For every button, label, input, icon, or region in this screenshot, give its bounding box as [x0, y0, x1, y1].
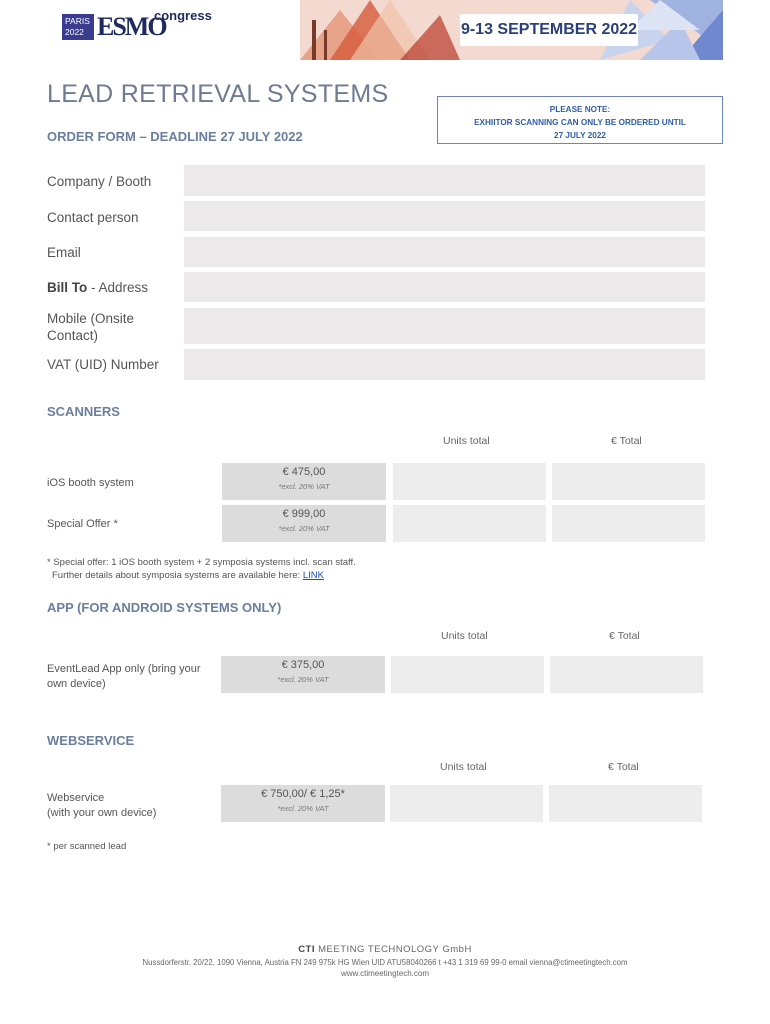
webservice-units-field[interactable] — [390, 785, 543, 822]
eventlead-app-total-field[interactable] — [550, 656, 703, 693]
eventlead-app-price — [221, 656, 385, 693]
webservice-label-line-2: (with your own device) — [47, 807, 157, 819]
footer-website: www.ctimeetingtech.com — [340, 969, 430, 978]
company-label: Company / Booth — [47, 174, 152, 189]
logo-paris-text: PARIS — [65, 16, 90, 26]
bill-to-field[interactable] — [184, 272, 705, 302]
bill-to-label — [47, 279, 148, 296]
vat-field[interactable] — [184, 349, 705, 380]
special-offer-note — [47, 556, 356, 582]
ios-booth-units-field[interactable] — [393, 463, 546, 500]
app-units-header: Units total — [441, 630, 488, 642]
per-lead-note: * per scanned lead — [47, 841, 127, 852]
special-offer-vat-note: *excl. 20% VAT — [278, 524, 330, 533]
notice-line-3: 27 JULY 2022 — [554, 131, 606, 140]
mobile-label-line-1: Mobile (Onsite — [47, 311, 135, 326]
special-offer-label: Special Offer * — [47, 518, 118, 530]
special-offer-price — [222, 505, 386, 542]
symposia-details-text: Further details about symposia systems are available here: — [52, 570, 303, 581]
footer-company-bold: CTI — [298, 944, 315, 955]
email-field[interactable] — [184, 237, 705, 267]
notice-line-1: PLEASE NOTE: — [549, 105, 611, 114]
eventlead-app-label — [47, 662, 201, 692]
order-form-deadline: ORDER FORM – DEADLINE 27 JULY 2022 — [47, 129, 303, 144]
special-offer-note-line-2 — [47, 569, 356, 582]
mobile-field[interactable] — [184, 308, 705, 344]
mobile-label-line-2: Contact) — [47, 328, 99, 343]
contact-label: Contact person — [47, 210, 139, 225]
symposia-details-link[interactable]: LINK — [302, 570, 324, 581]
ios-booth-total-field[interactable] — [552, 463, 705, 500]
webservice-total-field[interactable] — [549, 785, 702, 822]
ios-booth-price — [222, 463, 386, 500]
webservice-label-line-1: Webservice — [47, 792, 105, 804]
logo-year-text: 2022 — [65, 27, 84, 37]
special-offer-units-field[interactable] — [393, 505, 546, 542]
company-field[interactable] — [184, 165, 705, 196]
ios-booth-vat-note: *excl. 20% VAT — [278, 482, 330, 491]
logo-paris-badge — [62, 14, 94, 40]
eventlead-app-label-line-1: EventLead App only (bring your — [47, 663, 201, 675]
contact-field[interactable] — [184, 201, 705, 231]
eventlead-app-price-value: € 375,00 — [281, 659, 325, 671]
webservice-total-header: € Total — [608, 761, 639, 773]
special-offer-price-value: € 999,00 — [282, 508, 326, 520]
mobile-label — [47, 310, 134, 344]
footer — [0, 944, 770, 978]
event-dates-banner: 9-13 SEPTEMBER 2022 — [460, 14, 638, 46]
eventlead-app-units-field[interactable] — [391, 656, 544, 693]
app-total-header: € Total — [609, 630, 640, 642]
webservice-price-value: € 750,00/ € 1,25* — [261, 788, 345, 800]
esmo-congress-logo — [62, 8, 212, 44]
deadline-notice-box — [437, 96, 723, 144]
notice-line-2: EXHIITOR SCANNING CAN ONLY BE ORDERED UNTIL — [474, 118, 686, 127]
logo-congress: congress — [154, 8, 212, 23]
bill-to-address-text: - Address — [87, 280, 149, 295]
webservice-label — [47, 791, 156, 821]
webservice-price — [221, 785, 385, 822]
footer-address: Nussdorferstr. 20/22, 1090 Vienna, Austria FN 249 975k HG Wien UID ATU58040266 t +43 1 319 69 99-0 email vienna@ctimeetingtech.com — [142, 958, 628, 967]
footer-company — [0, 944, 770, 955]
scanners-heading: SCANNERS — [47, 404, 120, 419]
scanners-total-header: € Total — [611, 435, 642, 447]
vat-label: VAT (UID) Number — [47, 357, 159, 372]
ios-booth-price-value: € 475,00 — [282, 466, 326, 478]
ios-booth-label: iOS booth system — [47, 477, 134, 489]
scanners-units-header: Units total — [443, 435, 490, 447]
footer-company-name: MEETING TECHNOLOGY GmbH — [315, 944, 472, 955]
special-offer-note-line-1: * Special offer: 1 iOS booth system + 2 symposia systems incl. scan staff. — [47, 557, 356, 568]
webservice-heading: WEBSERVICE — [47, 733, 135, 748]
app-heading: APP (FOR ANDROID SYSTEMS ONLY) — [47, 600, 282, 615]
special-offer-total-field[interactable] — [552, 505, 705, 542]
eventlead-app-label-line-2: own device) — [47, 678, 106, 690]
logo-esmo: ESMO — [97, 12, 166, 41]
webservice-units-header: Units total — [440, 761, 487, 773]
bill-to-bold: Bill To — [47, 280, 88, 295]
page-title: LEAD RETRIEVAL SYSTEMS — [47, 80, 389, 108]
email-label: Email — [47, 245, 81, 260]
webservice-vat-note: *excl. 20% VAT — [277, 804, 329, 813]
eventlead-app-vat-note: *excl. 20% VAT — [277, 675, 329, 684]
